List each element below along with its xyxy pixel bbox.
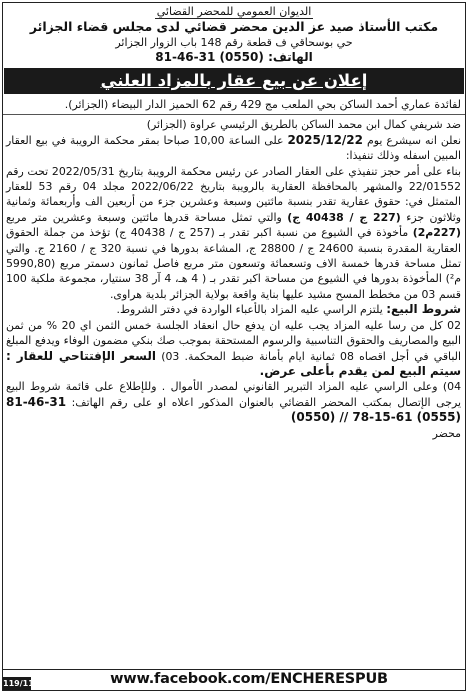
conditions-heading: شروط البيع: [386,302,461,317]
opening-price: السعر الإفتتاحي للعقار : سيتم البيع لمن يقدم بأعلى عرض. [6,348,461,378]
debtor-party: ضد شريفي كمال ابن محمد الساكن بالطريق الرئيسي عراوة (الجزائر) [146,118,461,132]
signature: محضر [432,426,461,440]
bailiff-office: مكتب الأستاذ صيد عز الدين محضر قضائي لدى مجلس قضاء الجزائر [29,19,439,34]
sale-date: 2025/12/22 [287,132,363,147]
phone-number: 81-46-31 (0550) [155,50,264,64]
office-phone [3,50,465,65]
sale-conditions: شروط البيع: يلتزم الراسي عليه المزاد بالأعباء الواردة في دفتر الشروط. [116,302,461,317]
contact-phones: 81-46-31 (0550) // 78-15-61 (0555) [6,394,461,425]
share-fraction: (227 ج / 40438 ج) [287,210,401,224]
facebook-link[interactable]: www.facebook.com/ENCHERESPUB [110,671,388,687]
property-area: (227م2) [412,226,461,240]
notice-title-band [4,68,464,94]
divider [3,114,465,115]
condition-funds: 04) وعلى الراسي عليه المزاد التبرير القانوني لمصدر الأموال . وللإطلاع على قائمة شروط البيع يرجى الإتصال بمكتب المحضر القضائي بالعنوان المذكور اعلاه او على رقم الهاتف: 81-46-31 (0550) // 78-15-61 (0555) [6,380,461,425]
phone-label: الهاتف: [268,50,313,64]
notice-title: إعلان عن بيع عقار بالمزاد العلني [100,71,368,90]
notice-body [3,95,465,441]
office-name: الديوان العمومي للمحضر القضائي [156,5,312,18]
sale-announcement: نعلن انه سيشرع يوم 2025/12/22 على الساعة 10,00 صباحا بمقر محكمة الرويبة في بيع العقار المبين اسفله وذلك تنفيذا: [6,132,462,163]
notice-footer [3,669,465,690]
auction-notice [2,2,466,691]
office-address: حي بوسحاقي ف قطعة رقم 148 باب الزوار الجزائر [115,36,353,49]
property-description: بناء على أمر حجز تنفيذي على العقار الصادر عن رئيس محكمة الرويبة بتاريخ 2022/05/31 تحت رقم 22/01552 والمشهر بالمحافظة العقارية بالرويبة بتاريخ 2022/06/22 مجلد 04 رقم 53 للعقار المتمثل في: حقوق عقارية تقدر بنسبة مائتين وسبعة وعشرين جزء من أربعين الف وأربعمائة وثمانية وثلاثون جزء (227 ج / 40438 ج) والتي تمثل مساحة قدرها مائتين وسبعة وعشرين متر مربع (227م2) مأخوذة في الشيوع من نسبة اكبر تقدر بـ (257 ج / 40438 ج) تؤخذ من جملة الحقوق العقارية المقدرة بنسبة 24600 ج / 28800 ج، المشاعة بدورها في نسبة 320 ج / 2160 ج. والتي تمثل مساحة قدرها خمسة الاف وتسعمائة وتسعون متر مربع فاصل ثمانون دسمتر مربع (5990,80 م²) المأخوذة بدورها في الشيوع من مساحة اكبر تقدر بـ ( 4 هـ، 4 آر 38 سنتيار، مجموعة ملكية 100 قسم 03 من مخطط المسح مشيد عليها بناية واقعة بولاية الجزائر بلدية هراوى. [6,164,462,301]
notice-header [3,3,465,65]
creditor-party: لفائدة عماري أحمد الساكن بحي الملعب مج 429 رقم 62 الحميز الدار البيضاء (الجزائر). [64,98,461,111]
condition-payment: 02 كل من رسا عليه المزاد يجب عليه ان يدفع حال انعقاد الجلسة خمس الثمن اي 20 % من ثمن البيع والمصاريف والحقوق التناسبية والرسوم المستحقة بموجب صك بنكي مضمون الوفاء ويدفع المبلغ الباقي في أجل اقصاه 08 ثمانية ايام بأمانة ضبط المحكمة. 03) السعر الإفتتاحي للعقار : سيتم البيع لمن يقدم بأعلى عرض. [6,318,461,378]
page-number: 119/11 [3,679,34,688]
